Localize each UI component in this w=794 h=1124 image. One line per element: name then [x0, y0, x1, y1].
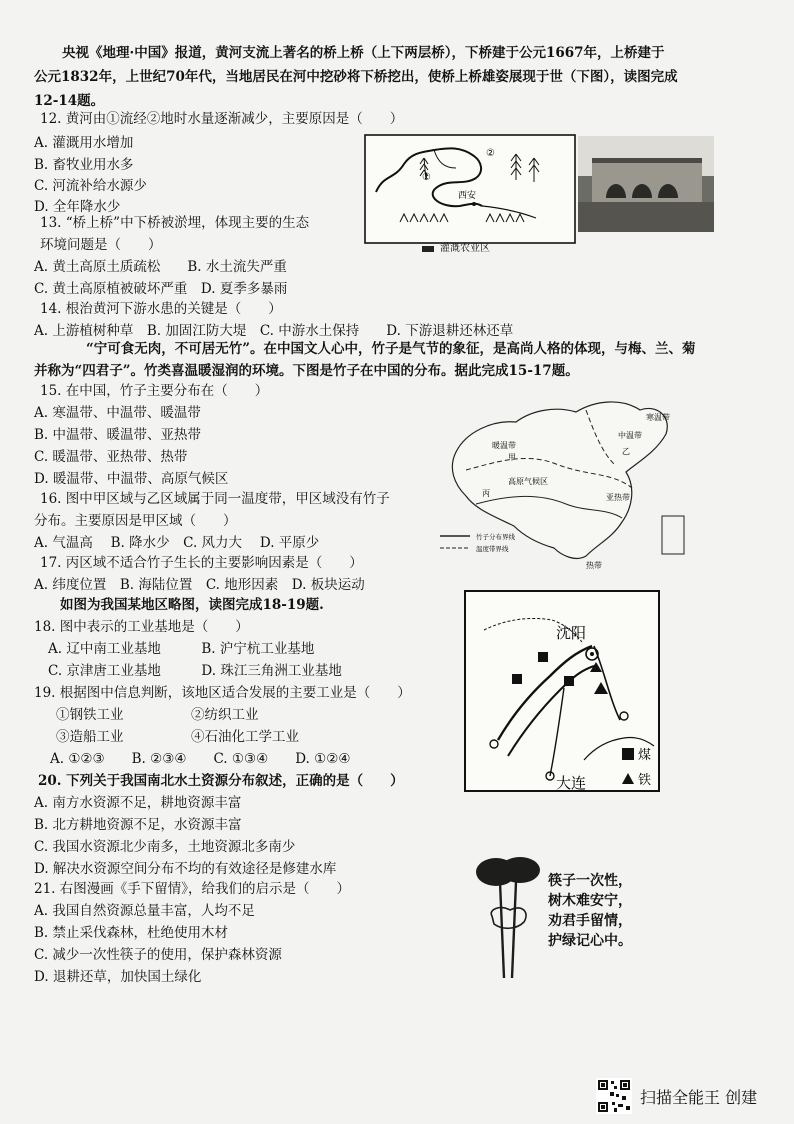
- q16-options: A. 气温高 B. 降水少 C. 风力大 D. 平原少: [34, 535, 320, 551]
- map3-city-shenyang: 沈阳: [556, 624, 587, 642]
- map2-label-zhongwendai: 中温带: [618, 431, 642, 440]
- q20-stem: 20. 下列关于我国南北水土资源分布叙述，正确的是（ ）: [38, 773, 404, 789]
- bamboo-intro-line-1: “宁可食无肉，不可居无竹”。在中国文人心中，竹子是气节的象征，是高尚人格的体现，与梅、兰、菊: [86, 341, 696, 357]
- coal-icon: [564, 676, 574, 686]
- q15-stem: 15. 在中国，竹子主要分布在（ ）: [40, 383, 269, 399]
- cartoon-line-3: 劝君手留情，: [548, 913, 632, 929]
- q21-stem: 21. 右图漫画《手下留情》，给我们的启示是（ ）: [34, 881, 351, 897]
- q20-option-b: B. 北方耕地资源不足，水资源丰富: [34, 817, 242, 833]
- footer-watermark: [596, 1078, 757, 1114]
- q19-row-2: ③造船工业 ④石油化工学工业: [56, 729, 299, 745]
- china-bamboo-map: [436, 392, 694, 572]
- q20-option-a: A. 南方水资源不足，耕地资源丰富: [34, 795, 242, 811]
- map3-city-dalian: 大连: [556, 774, 587, 792]
- map2-label-jia: 甲: [508, 453, 516, 462]
- q15-option-d: D. 暖温带、中温带、高原气候区: [34, 471, 229, 487]
- coal-icon: [538, 652, 548, 662]
- q19-stem: 19. 根据图中信息判断，该地区适合发展的主要工业是（ ）: [34, 685, 411, 701]
- map2-label-bing: 丙: [482, 489, 490, 498]
- q18-options-cd: C. 京津唐工业基地 D. 珠江三角洲工业基地: [48, 663, 342, 679]
- q12-option-b: B. 畜牧业用水多: [34, 157, 134, 173]
- map2-legend-bamboo-line: 竹子分布界线: [476, 533, 515, 541]
- q14-stem: 14. 根治黄河下游水患的关键是（ ）: [40, 301, 282, 317]
- map2-label-redai: 热带: [586, 561, 602, 570]
- q15-option-b: B. 中温带、暖温带、亚热带: [34, 427, 202, 443]
- map2-label-gaoyuan: 高原气候区: [508, 477, 548, 486]
- bamboo-intro-line-2: 并称为“四君子”。竹类喜温暖湿润的环境。下图是竹子在中国的分布。据此完成15-17题。: [34, 363, 579, 379]
- q12-stem: 12. 黄河由①流经②地时水量逐渐减少，主要原因是（ ）: [40, 111, 404, 127]
- q18-options-ab: A. 辽中南工业基地 B. 沪宁杭工业基地: [48, 641, 315, 657]
- bridge-photo: [578, 136, 714, 232]
- hand-icon: [491, 908, 526, 929]
- q21-option-a: A. 我国自然资源总量丰富，人均不足: [34, 903, 255, 919]
- q19-options: A. ①②③ B. ②③④ C. ①③④ D. ①②④: [50, 751, 351, 767]
- map2-label-yaredai: 亚热带: [606, 493, 630, 502]
- q13-options-cd: C. 黄土高原植被破坏严重 D. 夏季多暴雨: [34, 281, 288, 297]
- cartoon-tree-hand: [470, 852, 550, 986]
- q19-row-1: ①钢铁工业 ②纺织工业: [56, 707, 259, 723]
- q20-option-d: D. 解决水资源空间分布不均的有效途径是修建水库: [34, 861, 337, 877]
- legend-irrigation-label: 灌溉农业区: [440, 243, 490, 254]
- q13-stem-1: 13. “桥上桥”中下桥被淤埋，体现主要的生态: [40, 215, 310, 231]
- legend-irrigation-swatch: [422, 246, 434, 252]
- map1-mark-2: ②: [486, 148, 495, 159]
- map3-legend-coal: 煤: [638, 748, 652, 763]
- q13-options-ab: A. 黄土高原土质疏松 B. 水土流失严重: [34, 259, 287, 275]
- qr-code-icon: [596, 1078, 632, 1114]
- q14-options: A. 上游植树种草 B. 加固江防大堤 C. 中游水土保持 D. 下游退耕还林还草: [34, 323, 514, 339]
- q12-option-c: C. 河流补给水源少: [34, 178, 147, 194]
- q16-stem-2: 分布。主要原因是甲区域（ ）: [34, 513, 237, 529]
- q13-stem-2: 环境问题是（ ）: [40, 237, 162, 253]
- map2-label-yi: 乙: [622, 447, 630, 456]
- q21-option-b: B. 禁止采伐森林，杜绝使用木材: [34, 925, 229, 941]
- yellow-river-map: [364, 134, 576, 244]
- q15-option-a: A. 寒温带、中温带、暖温带: [34, 405, 201, 421]
- footer-text: 扫描全能王 创建: [640, 1087, 758, 1107]
- cartoon-line-4: 护绿记心中。: [548, 933, 632, 949]
- q15-option-c: C. 暖温带、亚热带、热带: [34, 449, 188, 465]
- q12-option-d: D. 全年降水少: [34, 199, 121, 215]
- map1-city-xian: 西安: [458, 191, 477, 201]
- q21-option-c: C. 减少一次性筷子的使用，保护森林资源: [34, 947, 282, 963]
- liaoning-map: [464, 590, 660, 792]
- q18-intro: 如图为我国某地区略图，读图完成18-19题.: [60, 597, 324, 613]
- q21-option-d: D. 退耕还草，加快国土绿化: [34, 969, 202, 985]
- legend-coal-swatch: [622, 748, 634, 760]
- intro-line-3: 12-14题。: [34, 93, 105, 109]
- q20-option-c: C. 我国水资源北少南多，土地资源北多南少: [34, 839, 296, 855]
- map2-label-nuanwendai: 暖温带: [492, 441, 516, 450]
- q12-option-a: A. 灌溉用水增加: [34, 135, 134, 151]
- cartoon-line-2: 树木难安宁，: [548, 893, 632, 909]
- intro-line-1: 央视《地理·中国》报道，黄河支流上著名的桥上桥（上下两层桥），下桥建于公元1667年，上桥建于: [62, 45, 665, 61]
- q18-stem: 18. 图中表示的工业基地是（ ）: [34, 619, 249, 635]
- coal-icon: [512, 674, 522, 684]
- map3-legend-iron: 铁: [638, 773, 652, 788]
- q16-stem-1: 16. 图中甲区域与乙区域属于同一温度带，甲区域没有竹子: [40, 491, 390, 507]
- map2-legend-temp-line: 温度带界线: [476, 545, 509, 553]
- cartoon-line-1: 筷子一次性，: [548, 873, 632, 889]
- q17-options: A. 纬度位置 B. 海陆位置 C. 地形因素 D. 板块运动: [34, 577, 365, 593]
- map1-mark-1: ①: [422, 172, 431, 183]
- intro-line-2: 公元1832年，上世纪70年代，当地居民在河中挖砂将下桥挖出，使桥上桥雄姿展现于世（下图），读图完成: [34, 69, 678, 85]
- map2-label-hanwendai: 寒温带: [646, 413, 670, 422]
- q17-stem: 17. 丙区域不适合竹子生长的主要影响因素是（ ）: [40, 555, 363, 571]
